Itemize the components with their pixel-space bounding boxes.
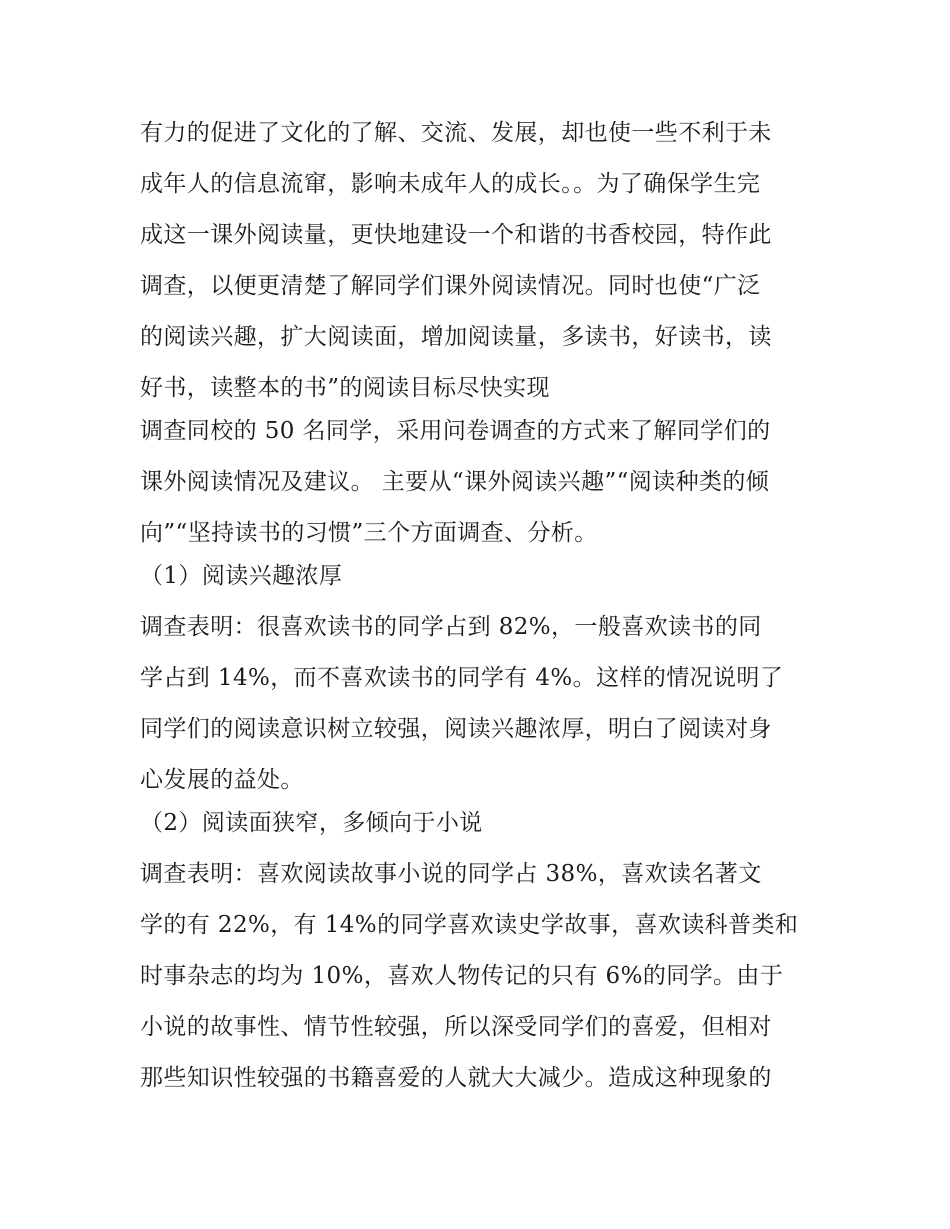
paragraph-line: 心发展的益处。 bbox=[140, 767, 304, 793]
paragraph-line: 学占到 14%，而不喜欢读书的同学有 4%。这样的情况说明了 bbox=[140, 665, 784, 691]
paragraph-line: 成年人的信息流窜，影响未成年人的成长。。为了确保学生完 bbox=[140, 171, 761, 197]
paragraph-line: 学的有 22%，有 14%的同学喜欢读史学故事，喜欢读科普类和 bbox=[140, 912, 799, 938]
section-heading: （1）阅读兴趣浓厚 bbox=[140, 563, 343, 589]
paragraph-line: 小说的故事性、情节性较强，所以深受同学们的喜爱，但相对 bbox=[140, 1014, 772, 1040]
paragraph-line: 调查，以便更清楚了解同学们课外阅读情况。同时也使“广泛 bbox=[140, 273, 761, 299]
paragraph-line: 调查表明：喜欢阅读故事小说的同学占 38%，喜欢读名著文 bbox=[140, 861, 762, 887]
paragraph-line: 好书，读整本的书”的阅读目标尽快实现 bbox=[140, 375, 550, 401]
paragraph-line: 课外阅读情况及建议。 主要从“课外阅读兴趣”“阅读种类的倾 bbox=[140, 469, 770, 495]
paragraph-line: 时事杂志的均为 10%，喜欢人物传记的只有 6%的同学。由于 bbox=[140, 963, 784, 989]
paragraph-line: 有力的促进了文化的了解、交流、发展，却也使一些不利于未 bbox=[140, 120, 772, 146]
paragraph-line: 调查同校的 50 名同学，采用问卷调查的方式来了解同学们的 bbox=[140, 418, 771, 444]
paragraph-line: 成这一课外阅读量，更快地建设一个和谐的书香校园，特作此 bbox=[140, 222, 772, 248]
paragraph-line: 调查表明：很喜欢读书的同学占到 82%，一般喜欢读书的同 bbox=[140, 614, 762, 640]
body-text bbox=[140, 108, 820, 1104]
paragraph-line: 向”“坚持读书的习惯”三个方面调查、分析。 bbox=[140, 520, 598, 546]
paragraph-line: 的阅读兴趣，扩大阅读面，增加阅读量，多读书，好读书，读 bbox=[140, 324, 772, 350]
paragraph-line: 同学们的阅读意识树立较强，阅读兴趣浓厚，明白了阅读对身 bbox=[140, 716, 772, 742]
section-heading: （2）阅读面狭窄，多倾向于小说 bbox=[140, 810, 483, 836]
paragraph-line: 那些知识性较强的书籍喜爱的人就大大减少。造成这种现象的 bbox=[140, 1065, 772, 1091]
